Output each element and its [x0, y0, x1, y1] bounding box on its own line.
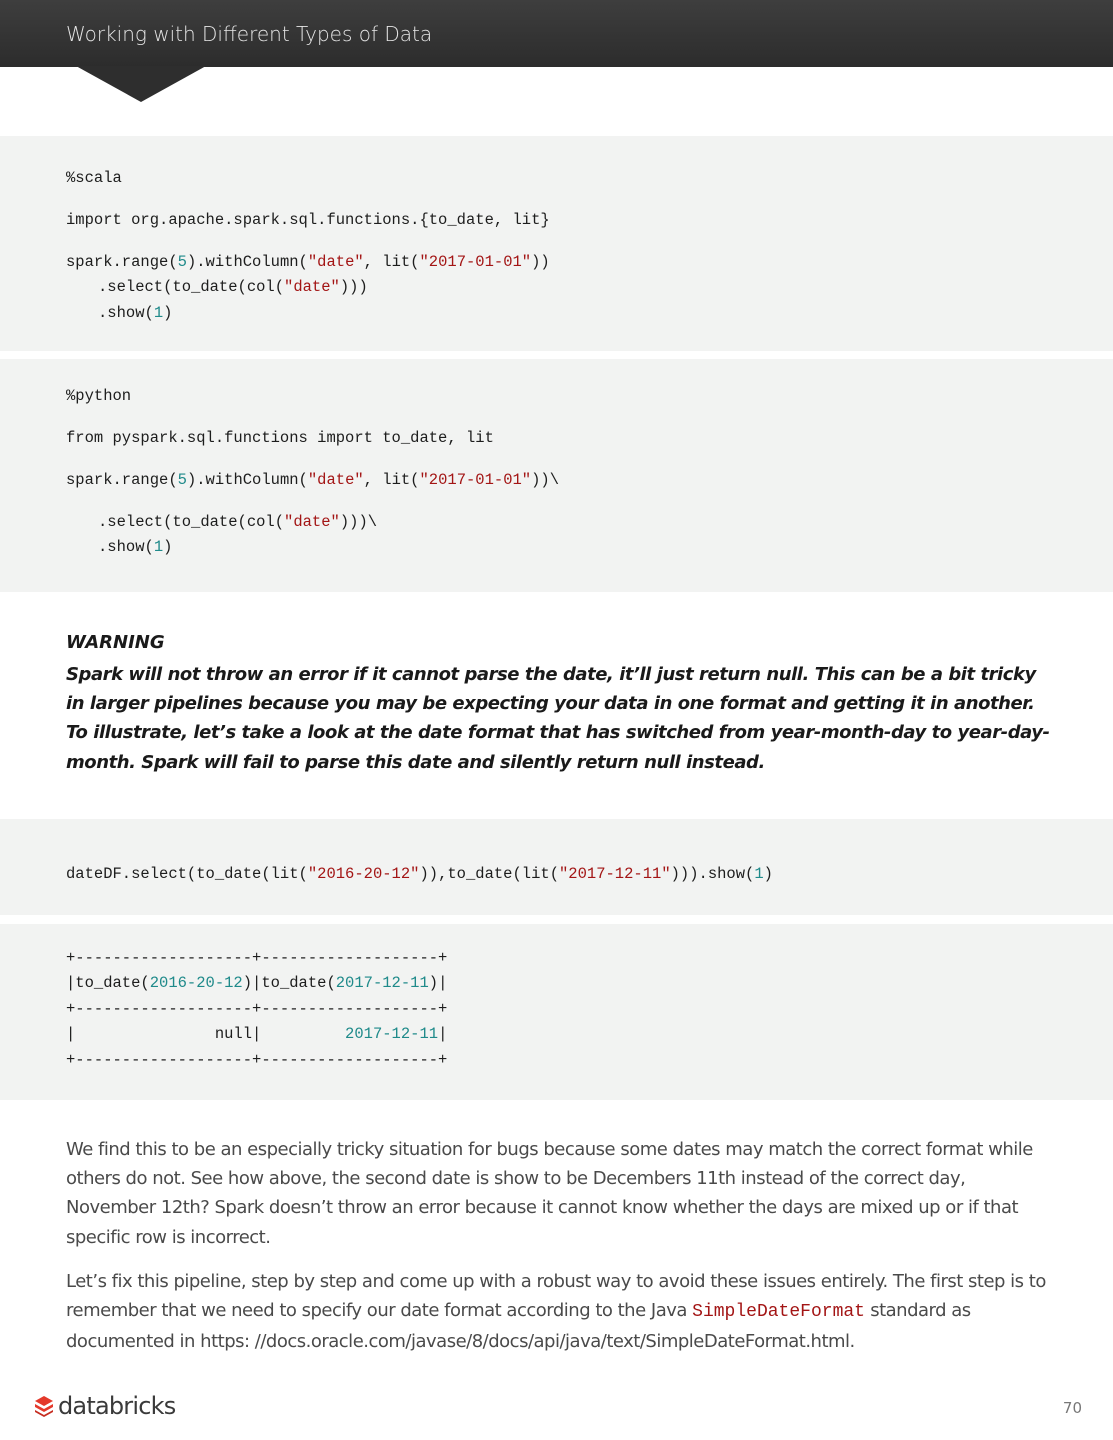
code-lang-scala: %scala [66, 169, 122, 187]
code-line-scala-3: .show(1) [98, 304, 173, 322]
section-title: Working with Different Types of Data [66, 22, 433, 46]
code-line-python-1: spark.range(5).withColumn("date", lit("2017-01-01"))\ [66, 471, 560, 489]
warning-body: Spark will not throw an error if it cannot parse the date, it’ll just return null. This can be a bit tricky in larger pipelines because you may be expecting your data in one format and getting it in another. To illustrate, let’s take a look at the date format that has switched from year-month-day to year-day-month. Spark will fail to parse this date and silently return null instead. [66, 664, 1050, 773]
code-import-python: from pyspark.sql.functions import to_date, lit [66, 429, 494, 447]
warning-title: WARNING [66, 632, 165, 653]
output-data-row: | null| 2017-12-11| [66, 1025, 448, 1043]
header-notch [76, 66, 206, 102]
paragraph-1: We find this to be an especially tricky situation for bugs because some dates may match the correct format while others do not. See how above, the second date is show to be Decembers 11th instead of the correct day, November 12th? Spark doesn’t throw an error because it cannot know whether the days are mixed up or if that specific row is incorrect. [66, 1139, 1033, 1248]
output-border-mid: +-------------------+-------------------+ [66, 1000, 448, 1018]
code-line-scala-1: spark.range(5).withColumn("date", lit("2017-01-01")) [66, 253, 550, 271]
inline-code-simpledateformat: SimpleDateFormat [692, 1302, 865, 1323]
output-border-top: +-------------------+-------------------+ [66, 949, 448, 967]
brand-name: databricks [58, 1392, 176, 1420]
databricks-logo [34, 1392, 175, 1420]
paragraph-2: Let’s fix this pipeline, step by step and come up with a robust way to avoid these issues entirely. The first step is to remember that we need to specify our date format according to the Java SimpleDateFormat standard as documented in https: //docs.oracle.com/javase/8/docs/api/java/text/SimpleDateFormat.html. [66, 1271, 1046, 1353]
code-lang-python: %python [66, 387, 132, 405]
code-line-python-3: .show(1) [98, 538, 173, 556]
output-header-row: |to_date(2016-20-12)|to_date(2017-12-11)| [66, 974, 448, 992]
code-line-python-2: .select(to_date(col("date")))\ [98, 513, 378, 531]
code-import-scala: import org.apache.spark.sql.functions.{to_date, lit} [66, 211, 550, 229]
output-border-bottom: +-------------------+-------------------+ [66, 1051, 448, 1069]
databricks-stack-icon [34, 1395, 54, 1417]
code-line-scala-2: .select(to_date(col("date"))) [98, 278, 368, 296]
page-number: 70 [1062, 1399, 1082, 1417]
page-header [0, 0, 1113, 67]
code-line-datedf: dateDF.select(to_date(lit("2016-20-12")),to_date(lit("2017-12-11"))).show(1) [66, 865, 773, 883]
